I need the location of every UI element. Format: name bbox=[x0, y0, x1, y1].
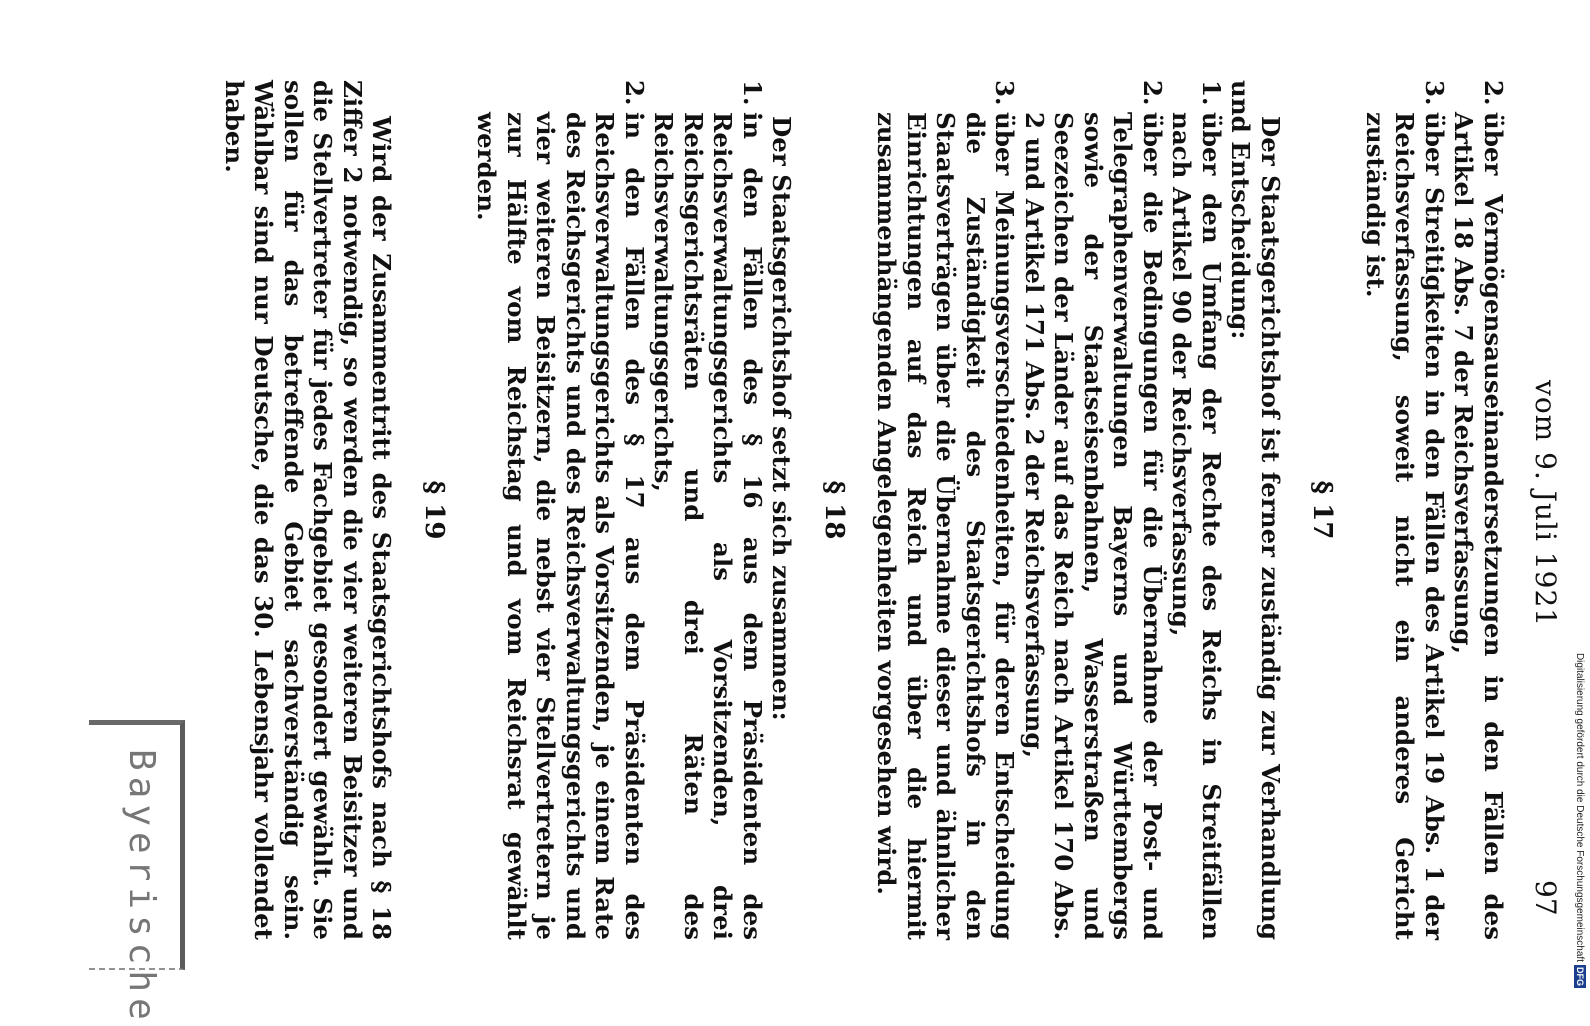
item-number: 1. bbox=[738, 80, 767, 106]
item-text: über Streitigkeiten in den Fällen des Artikel 19 Abs. 1 der Reichsverfassung, soweit nicht ein anderes Gericht zuständig ist. bbox=[1361, 112, 1449, 940]
item-number: 2. bbox=[620, 80, 649, 106]
item-text: über Meinungsverschiedenheiten, für deren Entscheidung die Zuständigkeit des Staatsgerichtshofs in den Staatsverträgen über die Übernahme dieser und ähnlicher Einrichtungen auf das Reich und über die hiermit zusammenhängenden Angelegenheiten vorgesehen wird. bbox=[872, 112, 1020, 940]
item-text: über Vermögensauseinandersetzungen in den Fällen des Artikel 18 Abs. 7 der Reichsverfassung, bbox=[1449, 112, 1508, 940]
item-number: 3. bbox=[1420, 80, 1449, 106]
section-heading-17: § 17 bbox=[1307, 480, 1338, 540]
item-text: in den Fällen des § 17 aus dem Präsidenten des Reichsverwaltungsgerichts als Vorsitzenden, je einem Rate des Reichsgerichts und des Reichsverwaltungsgerichts und vier weiteren Beisitzern, die nebst vier Stellvertretern je zur Hälfte vom Reichstag und vom Reichsrat gewählt werden. bbox=[472, 112, 649, 940]
section-heading-18: § 18 bbox=[819, 480, 849, 540]
list-item bbox=[1449, 80, 1508, 940]
section-heading-19: § 19 bbox=[419, 480, 449, 540]
item-number: 3. bbox=[990, 80, 1020, 106]
list-item bbox=[1167, 80, 1226, 940]
page-number: 97 bbox=[1529, 880, 1562, 916]
digitization-credit bbox=[1570, 0, 1590, 1000]
credit-text: Digitalisierung gefördert durch die Deutsche Forschungsgemeinschaft bbox=[1574, 652, 1586, 962]
list-item bbox=[1020, 80, 1168, 940]
item-number: 2. bbox=[1479, 80, 1508, 106]
item-number: 2. bbox=[1138, 80, 1167, 106]
item-number: 1. bbox=[1197, 80, 1226, 106]
item-text: über den Umfang der Rechte des Reichs in Streitfällen nach Artikel 90 der Reichsverfassung, bbox=[1167, 112, 1226, 940]
list-item bbox=[1361, 80, 1450, 940]
list-item bbox=[472, 80, 649, 940]
section-18-intro: Der Staatsgerichtshof setzt sich zusammen: bbox=[767, 116, 797, 721]
running-header bbox=[1510, 0, 1570, 1000]
item-text: über die Bedingungen für die Übernahme der Post- und Telegraphenverwaltungen Bayerns und Württembergs sowie der Staatseisenbahnen, Wasserstraßen und Seezeichen der Länder auf das Reich nach Artikel 170 Abs. 2 und Artikel 171 Abs. 2 der Reichsverfassung, bbox=[1020, 112, 1167, 940]
library-stamp: Bayerische bbox=[89, 720, 185, 970]
section-17-intro: Der Staatsgerichtshof ist ferner zuständig zur Verhandlung und Entscheidung: bbox=[1226, 80, 1285, 940]
item-text: in den Fällen des § 16 aus dem Präsidenten des Reichsverwaltungsgerichts als Vorsitzenden, drei Reichsgerichtsräten und drei Räten des Reichsverwaltungsgerichts, bbox=[649, 112, 767, 940]
list-item bbox=[872, 80, 1020, 940]
page-body bbox=[220, 80, 1509, 940]
section-19-text: Wird der Zusammentritt des Staatsgerichtshofs nach § 18 Ziffer 2 notwendig, so werden die vier weiteren Beisitzer und die Stellvertreter für jedes Fachgebiet gesondert gewählt. Sie sollen für das betreffende Gebiet sachverständig sein. Wählbar sind nur Deutsche, die das 30. Lebensjahr vollendet haben. bbox=[220, 80, 397, 940]
list-item bbox=[649, 80, 767, 940]
header-date: vom 9. Juli 1921 bbox=[1529, 380, 1562, 628]
dfg-logo: DFG bbox=[1575, 967, 1585, 986]
